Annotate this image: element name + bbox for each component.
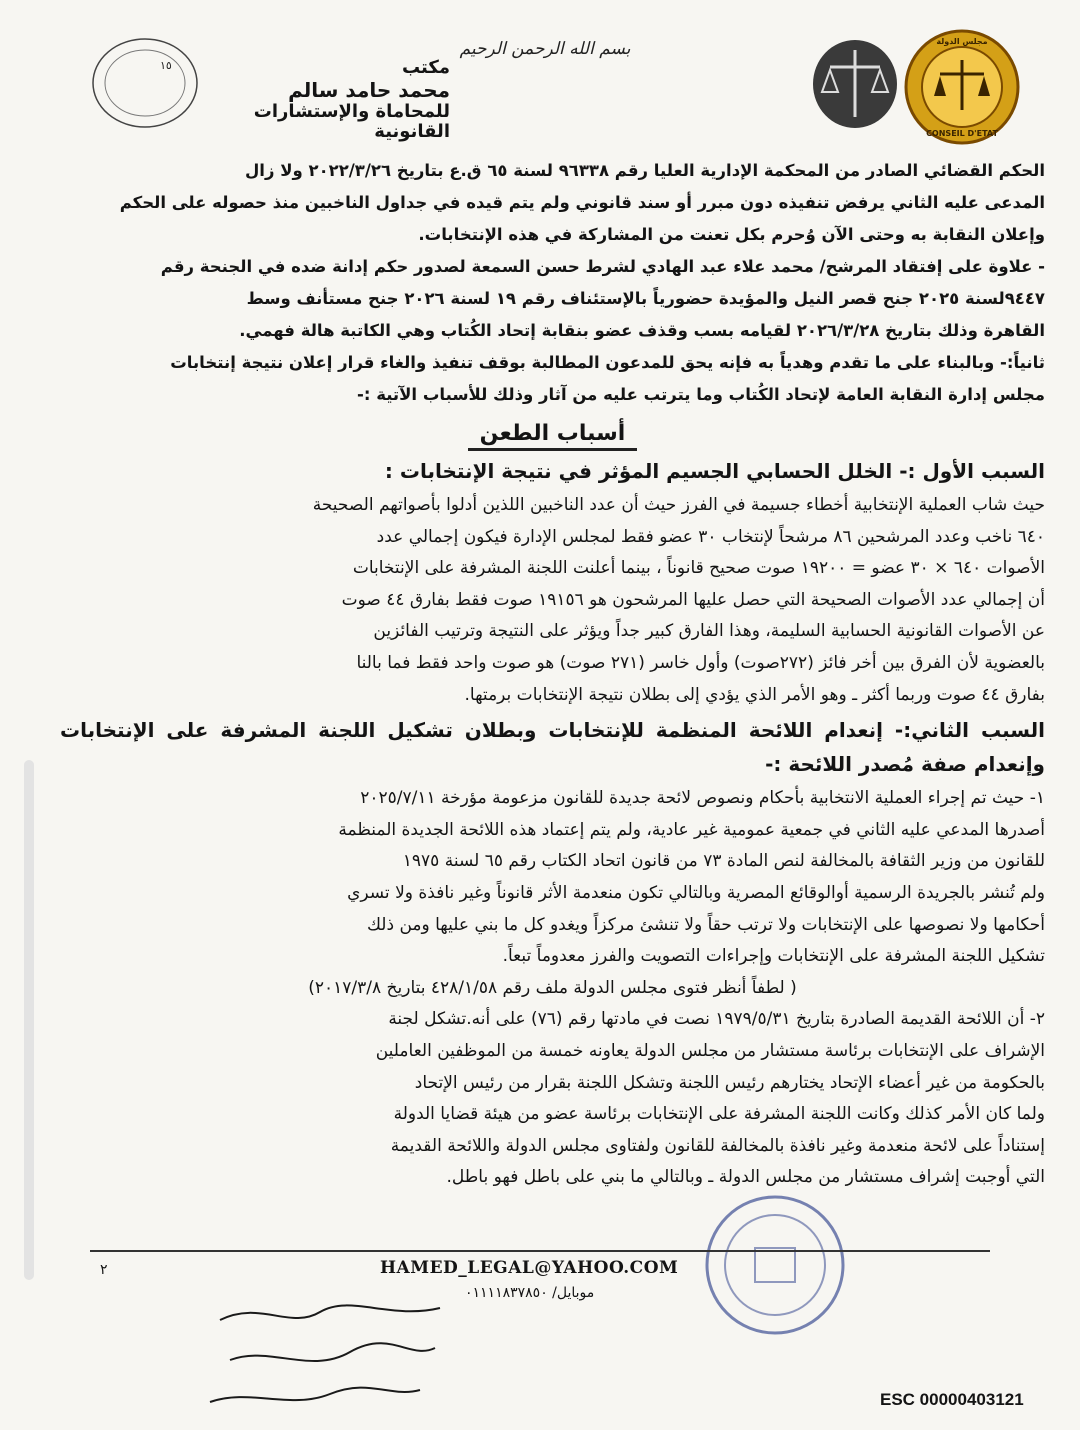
paragraph-line: ثانياً:- وبالبناء على ما تقدم وهدياً به فإنه يحق للمدعون المطالبة بوقف تنفيذ والغاء قرار إعلان نتيجة إنتخابات: [170, 353, 1045, 372]
reason-2-line: ( لطفاً أنظر فتوى مجلس الدولة ملف رقم ٤٢٨/١/٥٨ بتاريخ ٢٠١٧/٣/٨): [308, 977, 797, 998]
office-header: [250, 58, 450, 143]
scales-emblem-icon: [813, 40, 897, 128]
court-stamp: [700, 1190, 850, 1340]
reason-2-line: التي أوجبت إشراف مستشار من مجلس الدولة ـ وبالتالي ما بني على باطل فهو باطل.: [446, 1167, 1045, 1188]
logo-caption-ar: مجلس الدولة: [936, 37, 988, 46]
reason-1-line: بفارق ٤٤ صوت وربما أكثر ـ وهو الأمر الذي يؤدي إلى بطلان نتيجة الإنتخابات برمتها.: [464, 684, 1045, 705]
reason-2-line: أصدرها المدعي عليه الثاني في جمعية عمومية غير عادية، ولم يتم إعتماد هذه اللائحة الجديدة المنظمة: [338, 819, 1045, 840]
reason-2-line: أحكامها ولا نصوصها على الإنتخابات ولا ترتب حقاً ولا تنشئ مركزاً ويغدو كل ما بني عليها ومن ذلك: [366, 914, 1045, 935]
reason-2-heading: السبب الثاني:- إنعدام اللائحة المنظمة للإنتخابات وبطلان تشكيل اللجنة المشرفة على الإنتخابات وإنعدام صفة مُصدر اللائحة :-: [60, 718, 1045, 777]
reason-1-heading: السبب الأول :- الخلل الحسابي الجسيم المؤثر في نتيجة الإنتخابات :: [384, 459, 1045, 483]
page-number: ٢: [100, 1262, 108, 1278]
paragraph-line: وإعلان النقابة به وحتى الآن وُحرم بكل تعنت من المشاركة في هذه الإنتخابات.: [418, 225, 1045, 244]
footer-email: HAMED_LEGAL@YAHOO.COM: [380, 1258, 679, 1278]
basmala-calligraphy: [459, 22, 631, 70]
court-logos: [810, 22, 1020, 152]
reason-1-line: الأصوات ٦٤٠ × ٣٠ عضو = ١٩٢٠٠ صوت صحيح قانوناً ، بينما أعلنت اللجنة المشرفة على الإنتخابات: [352, 558, 1045, 579]
office-seal: [90, 35, 200, 130]
footer-phone: موبايل/ ٠١١١١٨٣٧٨٥٠: [465, 1285, 595, 1301]
reason-1-line: أن إجمالي عدد الأصوات الصحيحة التي حصل عليها المرشحون هو ١٩١٥٦ صوت فقط بفارق ٤٤ صوت: [341, 589, 1045, 610]
svg-text:١٥: ١٥: [160, 59, 172, 72]
reason-1-line: بالعضوية لأن الفرق بين أخر فائز (٢٧٢صوت) وأول خاسر (٢٧١ صوت) هو صوت واحد فقط فما بالنا: [356, 652, 1045, 673]
paragraph-line: ٩٤٤٧لسنة ٢٠٢٥ جنح قصر النيل والمؤيدة حضورياً بالإستئناف رقم ١٩ لسنة ٢٠٢٦ جنح مستأنف وسط: [246, 289, 1045, 308]
office-line-2: محمد حامد سالم: [288, 77, 450, 102]
office-line-3: للمحاماة والإستشارات القانونية: [253, 100, 450, 143]
paragraph-line: الحكم القضائي الصادر من المحكمة الإدارية العليا رقم ٩٦٣٣٨ لسنة ٦٥ ق.ع بتاريخ ٢٠٢٢/٣/٢٦ ولا زال: [244, 161, 1045, 180]
paragraph-line: المدعى عليه الثاني يرفض تنفيذه دون مبرر أو سند قانوني ولم يتم قيده في جداول الناخبين منذ حصوله على الحكم: [119, 193, 1045, 212]
paragraph-line: - علاوة على إفتقاد المرشح/ محمد علاء عبد الهادي لشرط حسن السمعة لصدور حكم إدانة ضده في الجنحة رقم: [160, 257, 1045, 276]
paragraph-line: القاهرة وذلك بتاريخ ٢٠٢٦/٣/٢٨ لقيامه بسب وقذف عضو بنقابة إتحاد الكُتاب وهي الكاتبة هالة فهمي.: [239, 321, 1045, 340]
footer-rule: [90, 1250, 990, 1252]
office-line-1: مكتب: [401, 57, 450, 78]
reason-2-line: بالحكومة من غير أعضاء الإتحاد يختارهم رئيس اللجنة وتشكل اللجنة بقرار من رئيس الإتحاد: [414, 1072, 1045, 1093]
document-body: [60, 155, 1045, 1194]
reason-1-line: حيث شاب العملية الإنتخابية أخطاء جسيمة في الفرز حيث أن عدد الناخبين اللذين أدلوا بأصواتهم الصحيحة: [312, 495, 1045, 515]
reason-2-line: إستناداً على لائحة منعدمة وغير نافذة بالمخالفة للقانون ولفتاوى مجلس الدولة واللائحة القديمة: [390, 1135, 1045, 1156]
conseil-detat-logo-icon: [906, 31, 1018, 143]
reason-2-line: تشكيل اللجنة المشرفة على الإنتخابات وإجراءات التصويت والفرز معدوماً تبعاً.: [502, 946, 1045, 967]
paragraph-line: مجلس إدارة النقابة العامة لإتحاد الكُتاب وما يترتب عليه من آثار وذلك للأسباب الآتية :-: [357, 385, 1045, 404]
reason-2-line: ولما كان الأمر كذلك وكانت اللجنة المشرفة على الإنتخابات برئاسة عضو من هيئة قضايا الدولة: [393, 1104, 1045, 1125]
reason-2-line: للقانون من وزير الثقافة بالمخالفة لنص المادة ٧٣ من قانون اتحاد الكتاب رقم ٦٥ لسنة ١٩٧٥: [402, 851, 1045, 872]
reason-1-line: عن الأصوات القانونية الحسابية السليمة، وهذا الفارق كبير جداً ويؤثر على النتيجة وترتيب الفائزين: [373, 621, 1045, 642]
section-title: أسباب الطعن: [60, 421, 1045, 446]
reason-2-line: ٢- أن اللائحة القديمة الصادرة بتاريخ ١٩٧٩/٥/٣١ نصت في مادتها رقم (٧٦) على أنه.تشكل لجنة: [388, 1009, 1045, 1030]
reason-2-line: الإشراف على الإنتخابات برئاسة مستشار من مجلس الدولة يعاونه خمسة من الموظفين العاملين: [375, 1040, 1045, 1061]
esc-code: ESC 00000403121: [880, 1390, 1024, 1409]
svg-text:بسم الله الرحمن الرحيم: بسم الله الرحمن الرحيم: [459, 39, 631, 59]
logo-caption: CONSEIL D'ETAT: [926, 129, 998, 138]
handwritten-signature: [200, 1290, 460, 1420]
reason-2-line: ولم تُنشر بالجريدة الرسمية أوالوقائع المصرية وبالتالي تكون منعدمة الأثر قانوناً وغير نافذة ولا تسري: [347, 882, 1045, 903]
reason-1-line: ٦٤٠ ناخب وعدد المرشحين ٨٦ مرشحاً لإنتخاب ٣٠ عضو فقط لمجلس الإدارة فيكون إجمالي عدد: [376, 526, 1045, 547]
scroll-rail: [24, 760, 34, 1280]
reason-2-line: ١- حيث تم إجراء العملية الانتخابية بأحكام ونصوص لائحة جديدة للقانون مزعومة مؤرخة ٢٠٢٥/٧/١١: [360, 788, 1045, 809]
